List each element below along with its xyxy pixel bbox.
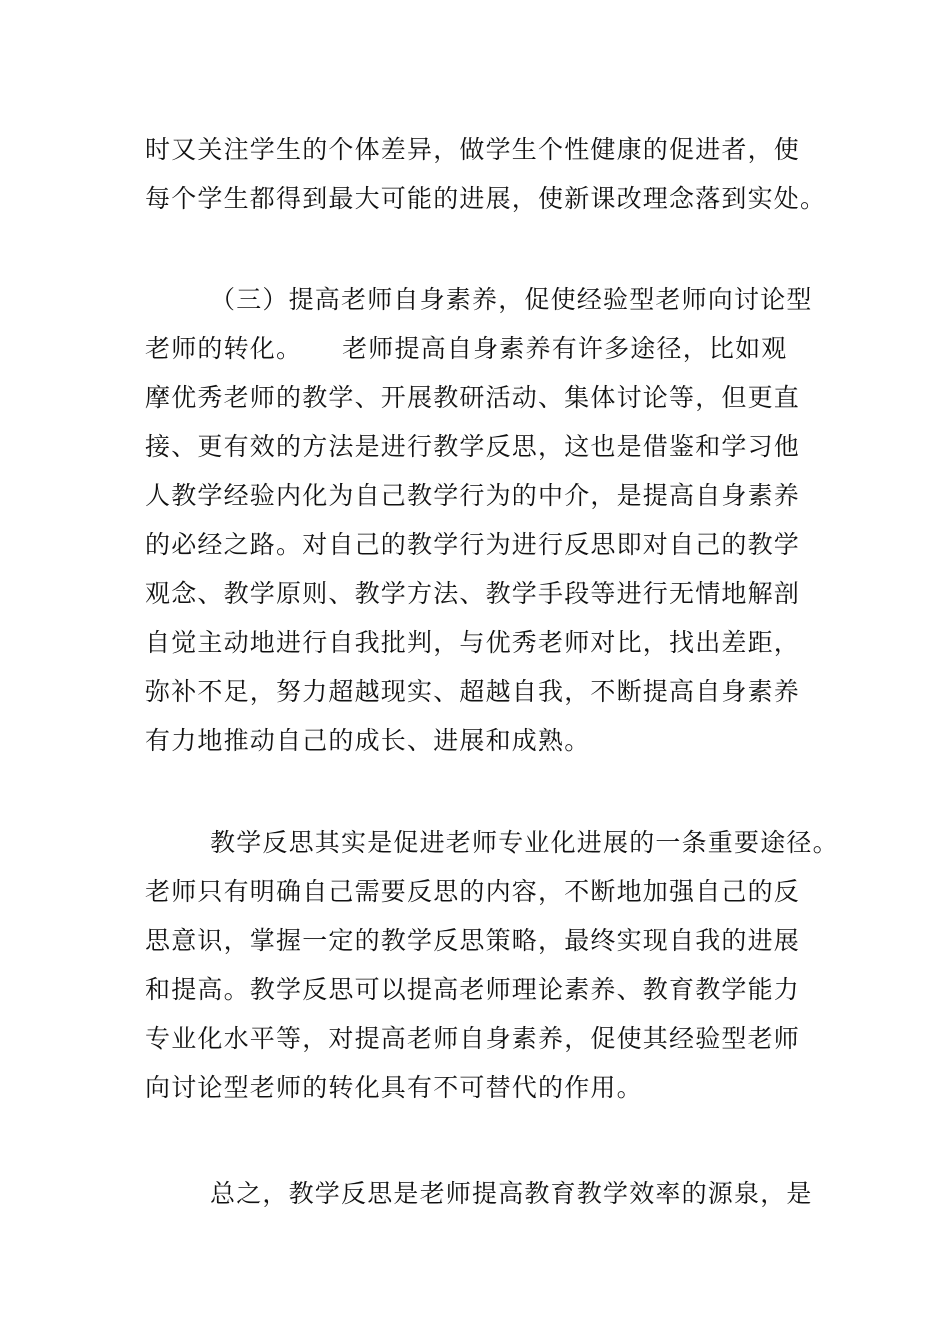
paragraph-1-line-1: 时又关注学生的个体差异，做学生个性健康的促进者，使 <box>145 135 801 164</box>
paragraph-2-line-4: 接、更有效的方法是进行教学反思，这也是借鉴和学习他 <box>145 432 801 461</box>
paragraph-3-line-6: 向讨论型老师的转化具有不可替代的作用。 <box>145 1073 643 1102</box>
paragraph-3-line-2: 老师只有明确自己需要反思的内容，不断地加强自己的反 <box>145 877 801 906</box>
paragraph-2-line-3: 摩优秀老师的教学、开展教研活动、集体讨论等，但更直 <box>145 383 801 412</box>
paragraph-2-line-9: 弥补不足，努力超越现实、超越自我，不断提高自身素养 <box>145 677 801 706</box>
paragraph-2-line-5: 人教学经验内化为自己教学行为的中介，是提高自身素养 <box>145 481 801 510</box>
paragraph-1-line-2: 每个学生都得到最大可能的进展，使新课改理念落到实处。 <box>145 184 827 213</box>
paragraph-3-line-1: 教学反思其实是促进老师专业化进展的一条重要途径。 <box>210 828 839 857</box>
paragraph-3-line-5: 专业化水平等，对提高老师自身素养，促使其经验型老师 <box>145 1024 801 1053</box>
paragraph-2-line-8: 自觉主动地进行自我批判，与优秀老师对比，找出差距， <box>145 628 801 657</box>
paragraph-2-line-7: 观念、教学原则、教学方法、教学手段等进行无情地解剖 <box>145 579 801 608</box>
paragraph-2-line-10: 有力地推动自己的成长、进展和成熟。 <box>145 726 591 755</box>
paragraph-3-line-4: 和提高。教学反思可以提高老师理论素养、教育教学能力 <box>145 975 801 1004</box>
paragraph-2-line-6: 的必经之路。对自己的教学行为进行反思即对自己的教学 <box>145 530 801 559</box>
paragraph-4-line-1: 总之，教学反思是老师提高教育教学效率的源泉，是 <box>210 1179 813 1208</box>
paragraph-2-line-1: （三）提高老师自身素养，促使经验型老师向讨论型 <box>210 285 813 314</box>
paragraph-2-line-2: 老师的转化。 老师提高自身素养有许多途径，比如观 <box>145 334 788 363</box>
paragraph-3-line-3: 思意识，掌握一定的教学反思策略，最终实现自我的进展 <box>145 926 801 955</box>
